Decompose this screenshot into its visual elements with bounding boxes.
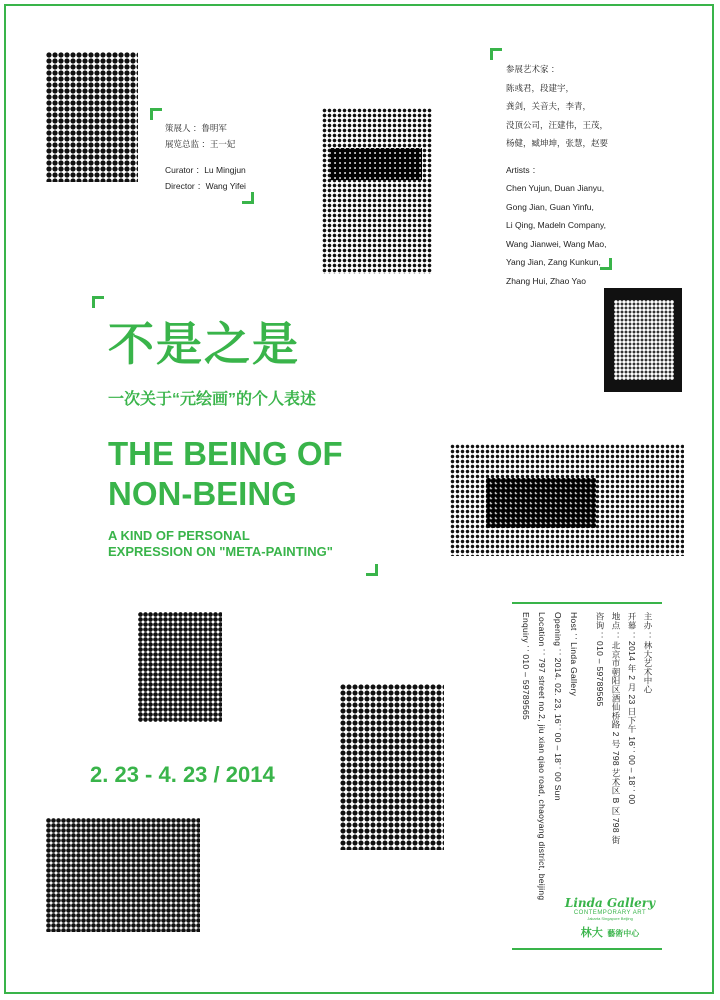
artists-heading-en: Artists ：	[506, 164, 541, 175]
logo-sub: CONTEMPORARY ART	[573, 910, 647, 916]
location-cn: 地点 ：北京市朝阳区酒仙桥路 2 号 798 艺术区 B 区 798 街	[611, 612, 621, 845]
artists-cn-line: 没顶公司，汪建伟，王茂，	[506, 119, 609, 130]
info-divider-bottom	[512, 948, 662, 950]
logo-cn	[560, 923, 660, 941]
logo-cn-main: 林大	[580, 927, 603, 939]
linda-gallery-logo	[560, 896, 660, 941]
title-english-line1: THE BEING OF	[108, 435, 343, 472]
artists-bracket-top	[490, 48, 502, 60]
logo-cn-sub: 藝術中心	[607, 929, 640, 938]
title-english-line2: NON-BEING	[108, 475, 297, 512]
artists-en-line: Wang Jianwei, Wang Mao,	[506, 238, 607, 249]
artists-cn-line: 龚剑，关音夫，李青，	[506, 101, 592, 111]
artists-en-line: Zhang Hui, Zhao Yao	[506, 275, 587, 286]
enquiry-cn: 咨询 ：010 – 59789565	[595, 612, 605, 707]
exhibition-dates: 2. 23 - 4. 23 / 2014	[90, 762, 275, 787]
artists-en-line: Li Qing, Madeln Company,	[506, 220, 607, 230]
logo-name: Linda Gallery	[564, 896, 656, 910]
artists-en-line: Yang Jian, Zang Kunkun,	[506, 257, 601, 267]
title-bracket-bottom	[366, 564, 378, 576]
director-cn: 展览总监 ：王一妃	[165, 139, 236, 149]
curator-block	[165, 120, 246, 194]
title-chinese: 不是之是	[108, 318, 300, 370]
opening-en: Opening ：2014. 02. 23, 16：00 – 18：00 Sun	[553, 612, 563, 801]
subtitle-english	[108, 528, 333, 560]
opening-cn: 开幕 ：2014 年 2 月 23 日下午 16：00 – 18：00	[627, 612, 637, 805]
halftone-image-6	[340, 684, 444, 850]
artists-bracket-bottom	[600, 258, 612, 270]
halftone-image-1	[46, 52, 138, 182]
subtitle-chinese: 一次关于“元绘画”的个人表述	[108, 391, 317, 408]
subtitle-english-line1: A KIND OF PERSONAL	[108, 528, 250, 543]
halftone-image-4	[450, 444, 684, 556]
halftone-image-7	[46, 818, 200, 932]
artists-cn-line: 陈彧君，段建宇，	[506, 82, 575, 93]
artists-cn-line: 杨健，臧坤坤，张慧，赵要	[506, 138, 609, 148]
director-en: Director ：Wang Yifei	[165, 181, 246, 191]
subtitle-english-line2: EXPRESSION ON "META-PAINTING"	[108, 544, 333, 559]
host-en: Host ：Linda Gallery	[569, 612, 579, 697]
title-english	[108, 434, 343, 514]
title-bracket-top	[92, 296, 104, 308]
curator-bracket-bottom	[242, 192, 254, 204]
location-en: Location ：797 street no.2, jiu xian qiao road, chaoyang district, beijing	[537, 612, 547, 901]
curator-cn: 策展人 ：鲁明军	[165, 123, 227, 133]
halftone-image-5	[138, 612, 222, 722]
artists-block	[506, 60, 608, 290]
artists-en-line: Gong Jian, Guan Yinfu,	[506, 201, 594, 212]
info-divider-top	[512, 602, 662, 604]
artists-heading-cn: 参展艺术家 ：	[506, 64, 560, 74]
artists-en-line: Chen Yujun, Duan Jianyu,	[506, 183, 605, 193]
enquiry-en: Enquiry ：010 – 59789565	[521, 612, 531, 721]
host-cn: 主办 ：林大艺术中心	[643, 612, 653, 694]
curator-bracket-top	[150, 108, 162, 120]
curator-en: Curator ：Lu Mingjun	[165, 165, 246, 175]
halftone-image-3	[604, 288, 682, 392]
halftone-image-2	[322, 108, 432, 274]
logo-cities: Jakarta Singapore Beijing	[587, 916, 633, 921]
